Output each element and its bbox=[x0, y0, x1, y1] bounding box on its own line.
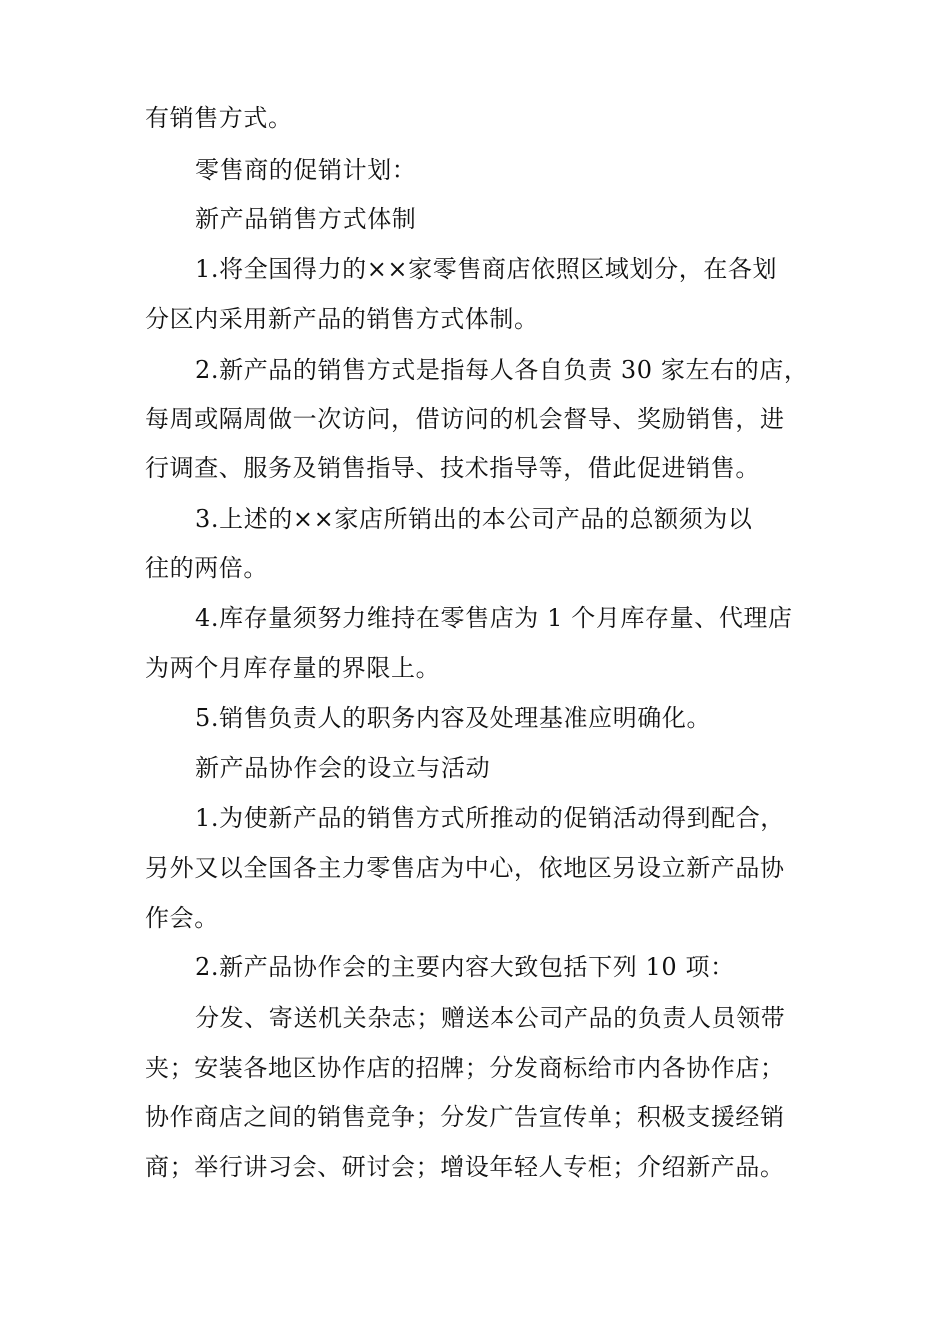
text-line: 2.新产品协作会的主要内容大致包括下列 10 项： bbox=[195, 953, 735, 981]
text-line: 分区内采用新产品的销售方式体制。 bbox=[145, 305, 539, 333]
text-line: 行调查、服务及销售指导、技术指导等，借此促进销售。 bbox=[145, 454, 760, 482]
text-line: 4.库存量须努力维持在零售店为 1 个月库存量、代理店 bbox=[195, 604, 793, 632]
section-heading: 新产品销售方式体制 bbox=[195, 205, 417, 233]
text-line: 1.将全国得力的××家零售商店依照区域划分，在各划 bbox=[195, 255, 778, 283]
text-line: 分发、寄送机关杂志；赠送本公司产品的负责人员领带 bbox=[195, 1004, 786, 1032]
text-line: 往的两倍。 bbox=[145, 554, 268, 582]
text-line: 另外又以全国各主力零售店为中心，依地区另设立新产品协 bbox=[145, 854, 785, 882]
text-line: 零售商的促销计划： bbox=[195, 156, 417, 184]
text-line: 5.销售负责人的职务内容及处理基准应明确化。 bbox=[195, 704, 712, 732]
text-line: 夹；安装各地区协作店的招牌；分发商标给市内各协作店； bbox=[145, 1054, 785, 1082]
text-line: 有销售方式。 bbox=[145, 104, 293, 132]
text-line: 作会。 bbox=[145, 904, 219, 932]
text-line: 每周或隔周做一次访问，借访问的机会督导、奖励销售，进 bbox=[145, 405, 785, 433]
text-line: 商；举行讲习会、研讨会；增设年轻人专柜；介绍新产品。 bbox=[145, 1153, 785, 1181]
text-line: 3.上述的××家店所销出的本公司产品的总额须为以 bbox=[195, 505, 753, 533]
text-line: 为两个月库存量的界限上。 bbox=[145, 654, 441, 682]
text-line: 2.新产品的销售方式是指每人各自负责 30 家左右的店， bbox=[195, 356, 809, 384]
text-line: 协作商店之间的销售竞争；分发广告宣传单；积极支援经销 bbox=[145, 1103, 785, 1131]
section-heading: 新产品协作会的设立与活动 bbox=[195, 754, 491, 782]
text-line: 1.为使新产品的销售方式所推动的促销活动得到配合， bbox=[195, 804, 785, 832]
